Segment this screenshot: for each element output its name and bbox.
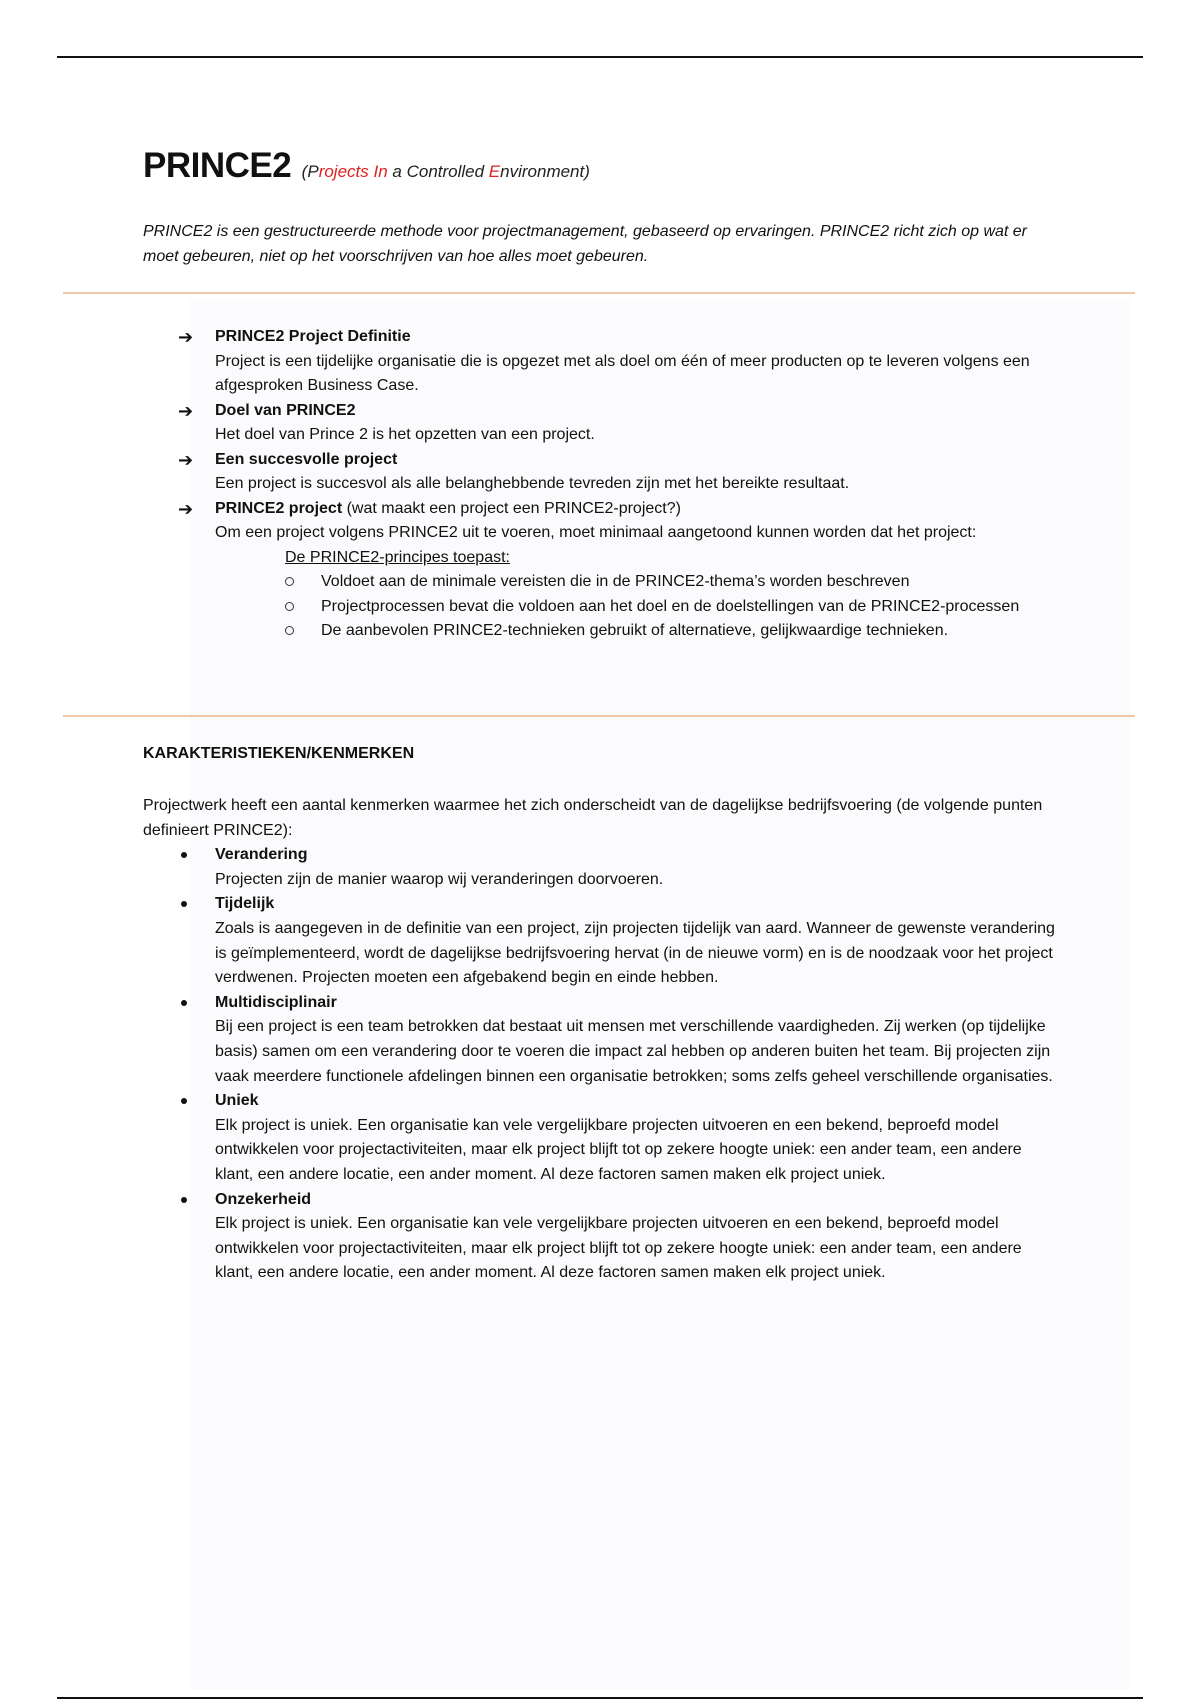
characteristics-list	[143, 843, 1063, 1286]
title-block	[143, 146, 590, 186]
subtitle-part: a	[387, 162, 407, 181]
principle-text: De aanbevolen PRINCE2-technieken gebruikt of alternatieve, gelijkwaardige technieken.	[321, 622, 949, 639]
subtitle-part: In	[373, 162, 388, 181]
filled-dot-bullet-icon	[181, 1197, 187, 1203]
definition-title: PRINCE2 Project Definitie	[215, 328, 411, 345]
list-item-text: Elk project is uniek. Een organisatie kan vele vergelijkbare projecten uitvoeren en een bekend, beproefd model ontwikkelen voor projectactiviteiten, maar elk project blijft tot op zekere hoogte uniek: een ander team, een andere klant, een andere locatie, een ander moment. Al deze factoren samen maken elk project uniek.	[215, 1116, 1022, 1183]
subtitle-part: C	[406, 162, 419, 181]
principles-list	[285, 546, 1078, 644]
definition-suffix: (wat maakt een project een PRINCE2-project?)	[342, 499, 681, 517]
section-heading: KARAKTERISTIEKEN/KENMERKEN	[143, 745, 415, 762]
definition-item	[178, 325, 1078, 399]
list-item	[143, 991, 1063, 1089]
list-item-title: Tijdelijk	[215, 895, 275, 913]
definition-title: Doel van PRINCE2	[215, 401, 356, 419]
definition-item	[178, 497, 1078, 644]
filled-dot-bullet-icon	[181, 901, 187, 907]
subtitle-part: nvironment)	[500, 162, 590, 181]
list-item-text: Bij een project is een team betrokken dat bestaat uit mensen met verschillende vaardigheden. Zij werken (op tijdelijke basis) samen om een verandering door te voeren die impact zal hebben op anderen buiten het team. Bij projecten zijn vaak meerdere functionele afdelingen binnen een organisatie betrokken; soms zelfs geheel verschillende organisaties.	[215, 1018, 1053, 1085]
list-item-text: Zoals is aangegeven in de definitie van een project, zijn projecten tijdelijk van aard. Wanneer de gewenste verandering is geïmplementeerd, wordt de dagelijkse bedrijfsvoering hervat (in de nieuwe vorm) en is de noodzaak voor het project verdwenen. Projecten moeten een afgebakend begin en einde hebben.	[215, 919, 1055, 987]
list-item	[143, 1188, 1063, 1286]
definition-title: PRINCE2 project	[215, 499, 343, 517]
list-item-title: Onzekerheid	[215, 1190, 312, 1208]
footer-rule	[57, 1697, 1143, 1699]
hollow-circle-bullet-icon	[285, 602, 294, 611]
page-subtitle	[302, 162, 590, 181]
filled-dot-bullet-icon	[181, 1098, 187, 1104]
list-item	[143, 892, 1063, 990]
definition-text: Project is een tijdelijke organisatie die is opgezet met als doel om één of meer producten op te leveren volgens een afgesproken Business Case.	[215, 352, 1030, 394]
hollow-circle-bullet-icon	[285, 626, 294, 635]
definition-item	[178, 399, 1078, 448]
list-item	[143, 843, 1063, 892]
definition-text: Een project is succesvol als alle belanghebbende tevreden zijn met het bereikte resultaat.	[215, 475, 850, 492]
page-title: PRINCE2	[143, 146, 292, 185]
principle-item	[285, 619, 1078, 644]
definition-item	[178, 448, 1078, 497]
list-item-title: Uniek	[215, 1092, 259, 1110]
intro-paragraph: PRINCE2 is een gestructureerde methode voor projectmanagement, gebaseerd op ervaringen. PRINCE2 richt zich op wat er moet gebeuren, niet op het voorschrijven van hoe alles moet gebeuren.	[143, 223, 1028, 265]
hollow-circle-bullet-icon	[285, 577, 294, 586]
arrow-right-icon: ➔	[178, 449, 194, 470]
principle-text: Projectprocessen bevat die voldoen aan het doel en de doelstellingen van de PRINCE2-processen	[321, 597, 1020, 615]
filled-dot-bullet-icon	[181, 852, 187, 858]
characteristics-section	[143, 794, 1063, 1286]
definitions-list	[178, 325, 1078, 644]
characteristics-intro: Projectwerk heeft een aantal kenmerken waarmee het zich onderscheidt van de dagelijkse bedrijfsvoering (de volgende punten definieert PRINCE2):	[143, 797, 1043, 839]
section-divider	[63, 715, 1135, 717]
list-item	[143, 1089, 1063, 1187]
definition-text: Om een project volgens PRINCE2 uit te voeren, moet minimaal aangetoond kunnen worden dat het project:	[215, 524, 977, 541]
subtitle-part: E	[488, 162, 501, 181]
list-item-text: Projecten zijn de manier waarop wij veranderingen doorvoeren.	[215, 870, 664, 888]
list-item-title: Verandering	[215, 846, 308, 864]
subtitle-part: (	[301, 162, 308, 181]
header-rule	[57, 56, 1143, 58]
filled-dot-bullet-icon	[181, 1000, 187, 1006]
principle-text: Voldoet aan de minimale vereisten die in de PRINCE2-thema’s worden beschreven	[321, 573, 910, 590]
list-item-title: Multidisciplinair	[215, 993, 337, 1011]
arrow-right-icon: ➔	[178, 327, 194, 347]
subtitle-part: P	[307, 162, 319, 181]
arrow-right-icon: ➔	[178, 498, 194, 519]
list-item-text: Elk project is uniek. Een organisatie kan vele vergelijkbare projecten uitvoeren en een bekend, beproefd model ontwikkelen voor projectactiviteiten, maar elk project blijft tot op zekere hoogte uniek: een ander team, een andere klant, een andere locatie, een ander moment. Al deze factoren samen maken elk project uniek.	[215, 1215, 1022, 1282]
principles-heading: De PRINCE2-principes toepast:	[285, 548, 510, 566]
definition-title: Een succesvolle project	[215, 450, 398, 468]
principle-item	[285, 570, 1078, 595]
subtitle-part: ontrolled	[418, 162, 489, 181]
subtitle-part: rojects	[318, 162, 374, 181]
arrow-right-icon: ➔	[178, 400, 194, 421]
principle-item	[285, 595, 1078, 620]
definition-text: Het doel van Prince 2 is het opzetten van een project.	[215, 426, 595, 443]
section-divider	[63, 292, 1135, 294]
